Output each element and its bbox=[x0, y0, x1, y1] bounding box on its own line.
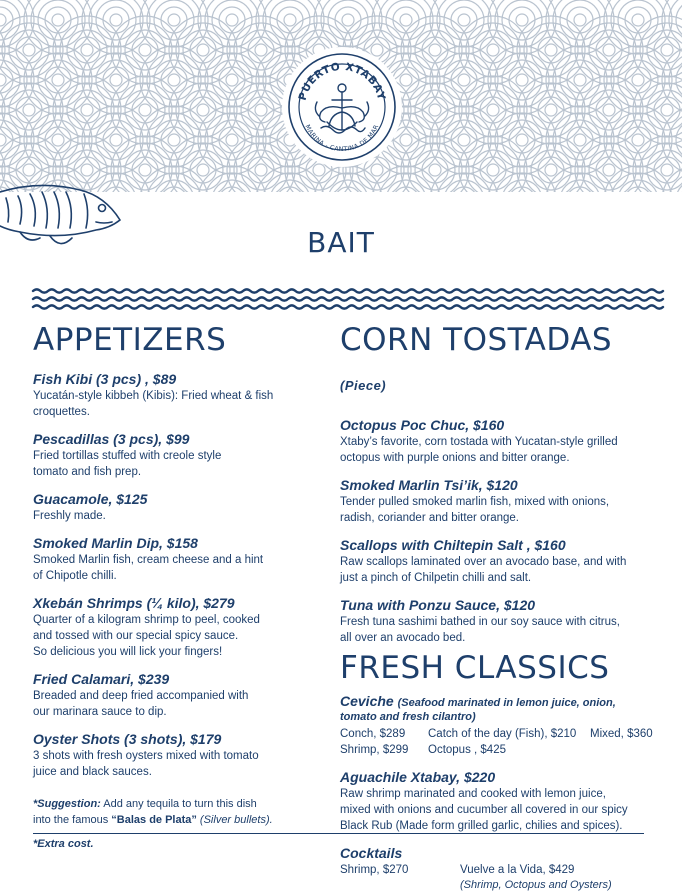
price-entry: Octopus , $425 bbox=[428, 744, 506, 756]
suggestion-note bbox=[33, 796, 323, 828]
ceviche-note: tomato and fresh cilantro) bbox=[340, 711, 476, 723]
ceviche-prices bbox=[340, 726, 660, 758]
svg-text:PUERTO XTABAY: PUERTO XTABAY bbox=[296, 60, 388, 102]
item-desc: just a pinch of Chilpetin chilli and salt. bbox=[340, 572, 532, 584]
item-desc: Black Rub (Made form grilled garlic, chilies and spices). bbox=[340, 820, 623, 832]
menu-item bbox=[33, 534, 323, 584]
tostadas-heading-text: CORN TOSTADAS bbox=[340, 322, 613, 358]
item-desc: tomato and fish prep. bbox=[33, 466, 142, 478]
item-desc: mixed with onions and cucumber all covered in our spicy bbox=[340, 804, 628, 816]
item-desc: Smoked Marlin fish, cream cheese and a hint bbox=[33, 554, 264, 566]
menu-item bbox=[340, 476, 660, 526]
cocktails-prices bbox=[340, 862, 660, 878]
price-entry: Shrimp, $299 bbox=[340, 744, 409, 756]
item-desc: croquettes. bbox=[33, 406, 90, 418]
suggestion-quote: “Balas de Plata” bbox=[111, 814, 197, 826]
item-desc: Yucatán-style kibbeh (Kibis): Fried wheat & fish bbox=[33, 390, 274, 402]
menu-item bbox=[340, 416, 660, 466]
item-title: Scallops with Chiltepin Salt , $160 bbox=[340, 537, 566, 553]
item-desc: Freshly made. bbox=[33, 510, 106, 522]
wave-divider bbox=[33, 285, 649, 313]
item-title: Fried Calamari, $239 bbox=[33, 671, 170, 687]
item-title: Smoked Marlin Dip, $158 bbox=[33, 535, 198, 551]
item-desc: our marinara sauce to dip. bbox=[33, 706, 167, 718]
tostadas-heading-note: (Piece) bbox=[340, 378, 387, 393]
appetizers-heading: APPETIZERS bbox=[33, 322, 227, 358]
item-title: Smoked Marlin Tsi’ik, $120 bbox=[340, 477, 518, 493]
item-desc: 3 shots with fresh oysters mixed with tomato bbox=[33, 750, 259, 762]
item-desc: radish, coriander and bitter orange. bbox=[340, 512, 519, 524]
suggestion-note: (Silver bullets). bbox=[196, 814, 273, 826]
item-desc: Raw shrimp marinated and cooked with lemon juice, bbox=[340, 788, 606, 800]
price-entry: Catch of the day (Fish), $210 bbox=[428, 728, 577, 740]
item-desc: Xtaby’s favorite, corn tostada with Yucatan-style grilled bbox=[340, 436, 618, 448]
item-title: Xkebán Shrimps (¼ kilo), $279 bbox=[33, 595, 235, 611]
item-desc: Fried tortillas stuffed with creole style bbox=[33, 450, 222, 462]
menu-item bbox=[33, 594, 323, 660]
item-desc: Breaded and deep fried accompanied with bbox=[33, 690, 249, 702]
item-title: Aguachile Xtabay, $220 bbox=[340, 769, 496, 785]
fresh-classics-heading: FRESH CLASSICS bbox=[340, 650, 610, 686]
suggestion-text: Add any tequila to turn this dish bbox=[100, 798, 257, 810]
price-entry: Vuelve a la Vida, $429 bbox=[460, 864, 575, 876]
section-title-bait: BAIT bbox=[307, 226, 375, 259]
item-title: Pescadillas (3 pcs), $99 bbox=[33, 431, 190, 447]
price-entry: Mixed, $360 bbox=[590, 728, 653, 740]
item-desc: Tender pulled smoked marlin fish, mixed with onions, bbox=[340, 496, 610, 508]
price-entry: Conch, $289 bbox=[340, 728, 406, 740]
item-title: Octopus Poc Chuc, $160 bbox=[340, 417, 505, 433]
menu-item bbox=[33, 490, 323, 524]
puerto-xtabay-logo bbox=[287, 52, 397, 162]
item-desc: juice and black sauces. bbox=[33, 766, 152, 778]
tostadas-column bbox=[340, 320, 660, 892]
item-desc: Fresh tuna sashimi bathed in our soy sauce with citrus, bbox=[340, 616, 620, 628]
item-title: Fish Kibi (3 pcs) , $89 bbox=[33, 371, 177, 387]
appetizers-column bbox=[33, 320, 323, 828]
svg-text:MARINA - CANTINA DE MAR: MARINA - CANTINA DE MAR bbox=[303, 123, 381, 154]
item-desc: Quarter of a kilogram shrimp to peel, cooked bbox=[33, 614, 260, 626]
divider-line bbox=[33, 833, 644, 834]
item-desc: of Chipotle chilli. bbox=[33, 570, 117, 582]
menu-item bbox=[33, 730, 323, 780]
extra-cost-note: *Extra cost. bbox=[33, 838, 94, 850]
item-desc: all over an avocado bed. bbox=[340, 632, 466, 644]
menu-item bbox=[340, 844, 660, 892]
menu-item bbox=[340, 692, 660, 758]
menu-item bbox=[340, 768, 660, 834]
item-desc: So delicious you will lick your fingers! bbox=[33, 646, 223, 658]
price-entry: Shrimp, $270 bbox=[340, 864, 409, 876]
item-desc: octopus with purple onions and bitter orange. bbox=[340, 452, 570, 464]
menu-item bbox=[33, 670, 323, 720]
item-desc: Raw scallops laminated over an avocado base, and with bbox=[340, 556, 627, 568]
menu-item bbox=[33, 370, 323, 420]
suggestion-text: into the famous bbox=[33, 814, 112, 826]
item-title: Tuna with Ponzu Sauce, $120 bbox=[340, 597, 536, 613]
item-desc: and tossed with our special spicy sauce. bbox=[33, 630, 239, 642]
item-title: Cocktails bbox=[340, 845, 403, 861]
item-title: Oyster Shots (3 shots), $179 bbox=[33, 731, 222, 747]
cocktail-note: (Shrimp, Octopus and Oysters) bbox=[460, 879, 612, 891]
menu-item bbox=[33, 430, 323, 480]
menu-item bbox=[340, 596, 660, 646]
item-title: Guacamole, $125 bbox=[33, 491, 148, 507]
ceviche-title: Ceviche bbox=[340, 693, 394, 709]
suggestion-label: *Suggestion: bbox=[33, 798, 101, 810]
item-title bbox=[340, 692, 660, 710]
tostadas-heading bbox=[340, 320, 660, 406]
menu-item bbox=[340, 536, 660, 586]
ceviche-note: (Seafood marinated in lemon juice, onion, bbox=[397, 697, 616, 709]
